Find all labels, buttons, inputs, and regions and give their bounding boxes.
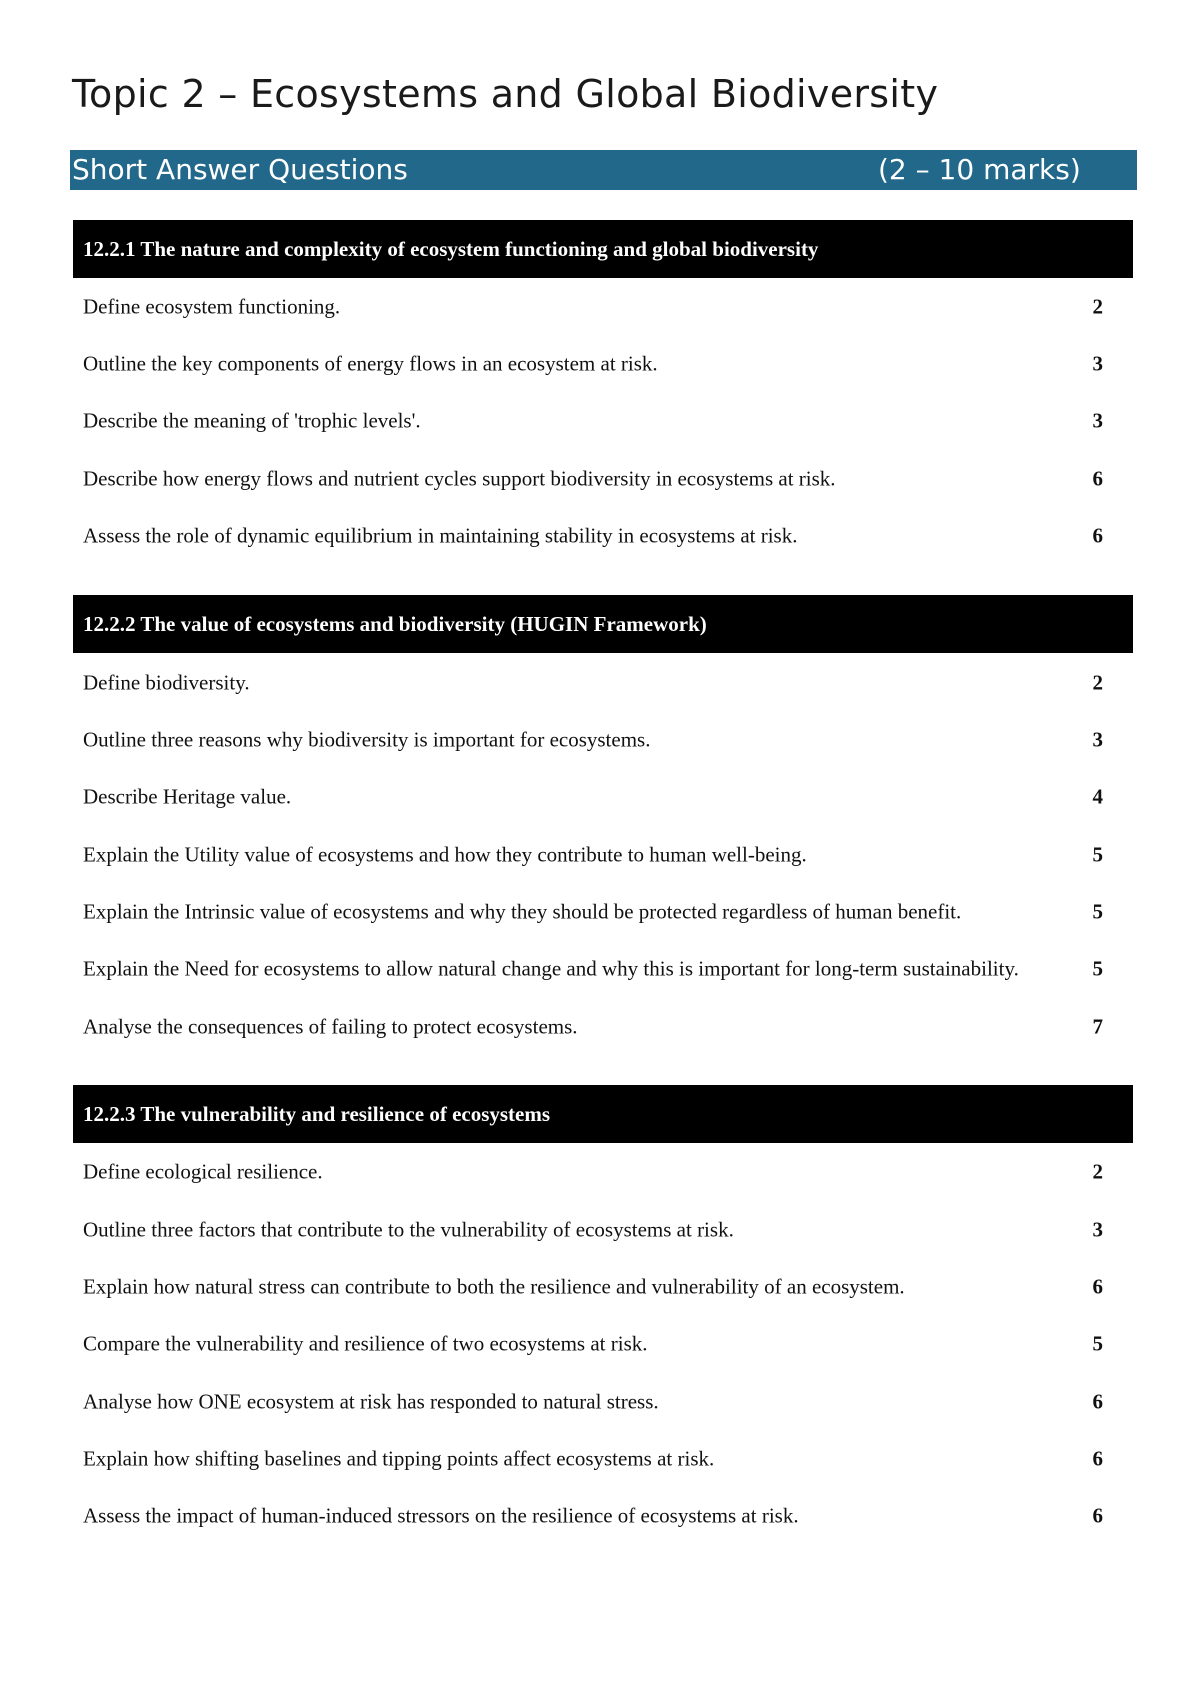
question-text: Define ecosystem functioning.: [83, 294, 341, 319]
question-marks: 6: [1092, 523, 1103, 548]
page-title: Topic 2 – Ecosystems and Global Biodiversity: [72, 72, 939, 116]
section-header-12-2-1: 12.2.1 The nature and complexity of ecosystem functioning and global biodiversity: [73, 220, 1133, 278]
question-text: Assess the impact of human-induced stressors on the resilience of ecosystems at risk.: [83, 1503, 799, 1528]
question-row: [83, 336, 1103, 392]
question-text: Analyse how ONE ecosystem at risk has responded to natural stress.: [83, 1389, 659, 1414]
question-marks: 2: [1092, 294, 1103, 319]
question-text: Explain how natural stress can contribute to both the resilience and vulnerability of an ecosystem.: [83, 1274, 905, 1299]
question-text: Define ecological resilience.: [83, 1159, 323, 1184]
question-text: Outline three factors that contribute to the vulnerability of ecosystems at risk.: [83, 1217, 734, 1242]
question-marks: 5: [1092, 956, 1103, 981]
question-text: Analyse the consequences of failing to protect ecosystems.: [83, 1014, 578, 1039]
question-text: Explain the Intrinsic value of ecosystems and why they should be protected regardless of human benefit.: [83, 899, 962, 924]
question-row: [83, 1144, 1103, 1200]
question-text: Explain the Need for ecosystems to allow natural change and why this is important for long-term sustainability.: [83, 956, 1019, 981]
question-row: [83, 712, 1103, 768]
question-marks: 3: [1092, 351, 1103, 376]
question-marks: 6: [1092, 1274, 1103, 1299]
banner-marks-range: (2 – 10 marks): [878, 153, 1081, 186]
question-text: Outline three reasons why biodiversity is important for ecosystems.: [83, 727, 651, 752]
question-marks: 4: [1092, 784, 1103, 809]
question-row: [83, 1488, 1103, 1544]
question-row: [83, 1374, 1103, 1430]
question-text: Describe Heritage value.: [83, 784, 292, 809]
question-marks: 5: [1092, 842, 1103, 867]
question-row: [83, 393, 1103, 449]
question-type-banner: [70, 150, 1137, 190]
question-text: Explain the Utility value of ecosystems and how they contribute to human well-being.: [83, 842, 807, 867]
question-text: Compare the vulnerability and resilience of two ecosystems at risk.: [83, 1331, 648, 1356]
question-row: [83, 1316, 1103, 1372]
question-row: [83, 999, 1103, 1055]
section-header-12-2-2: 12.2.2 The value of ecosystems and biodiversity (HUGIN Framework): [73, 595, 1133, 653]
question-marks: 3: [1092, 408, 1103, 433]
question-marks: 7: [1092, 1014, 1103, 1039]
question-row: [83, 769, 1103, 825]
question-row: [83, 508, 1103, 564]
question-marks: 5: [1092, 1331, 1103, 1356]
question-marks: 6: [1092, 1389, 1103, 1414]
question-marks: 3: [1092, 1217, 1103, 1242]
question-text: Outline the key components of energy flows in an ecosystem at risk.: [83, 351, 658, 376]
question-text: Assess the role of dynamic equilibrium in maintaining stability in ecosystems at risk.: [83, 523, 798, 548]
question-row: [83, 451, 1103, 507]
question-marks: 6: [1092, 1503, 1103, 1528]
banner-label: Short Answer Questions: [72, 153, 408, 186]
section-header-12-2-3: 12.2.3 The vulnerability and resilience of ecosystems: [73, 1085, 1133, 1143]
question-row: [83, 941, 1103, 997]
question-marks: 2: [1092, 1159, 1103, 1184]
question-marks: 5: [1092, 899, 1103, 924]
question-text: Define biodiversity.: [83, 670, 250, 695]
question-marks: 3: [1092, 727, 1103, 752]
question-row: [83, 655, 1103, 711]
question-row: [83, 1259, 1103, 1315]
question-row: [83, 827, 1103, 883]
question-text: Describe the meaning of 'trophic levels'.: [83, 408, 421, 433]
question-row: [83, 884, 1103, 940]
question-row: [83, 279, 1103, 335]
question-row: [83, 1202, 1103, 1258]
question-row: [83, 1431, 1103, 1487]
question-text: Explain how shifting baselines and tipping points affect ecosystems at risk.: [83, 1446, 715, 1471]
question-marks: 6: [1092, 1446, 1103, 1471]
question-marks: 6: [1092, 466, 1103, 491]
question-marks: 2: [1092, 670, 1103, 695]
question-text: Describe how energy flows and nutrient cycles support biodiversity in ecosystems at risk.: [83, 466, 836, 491]
